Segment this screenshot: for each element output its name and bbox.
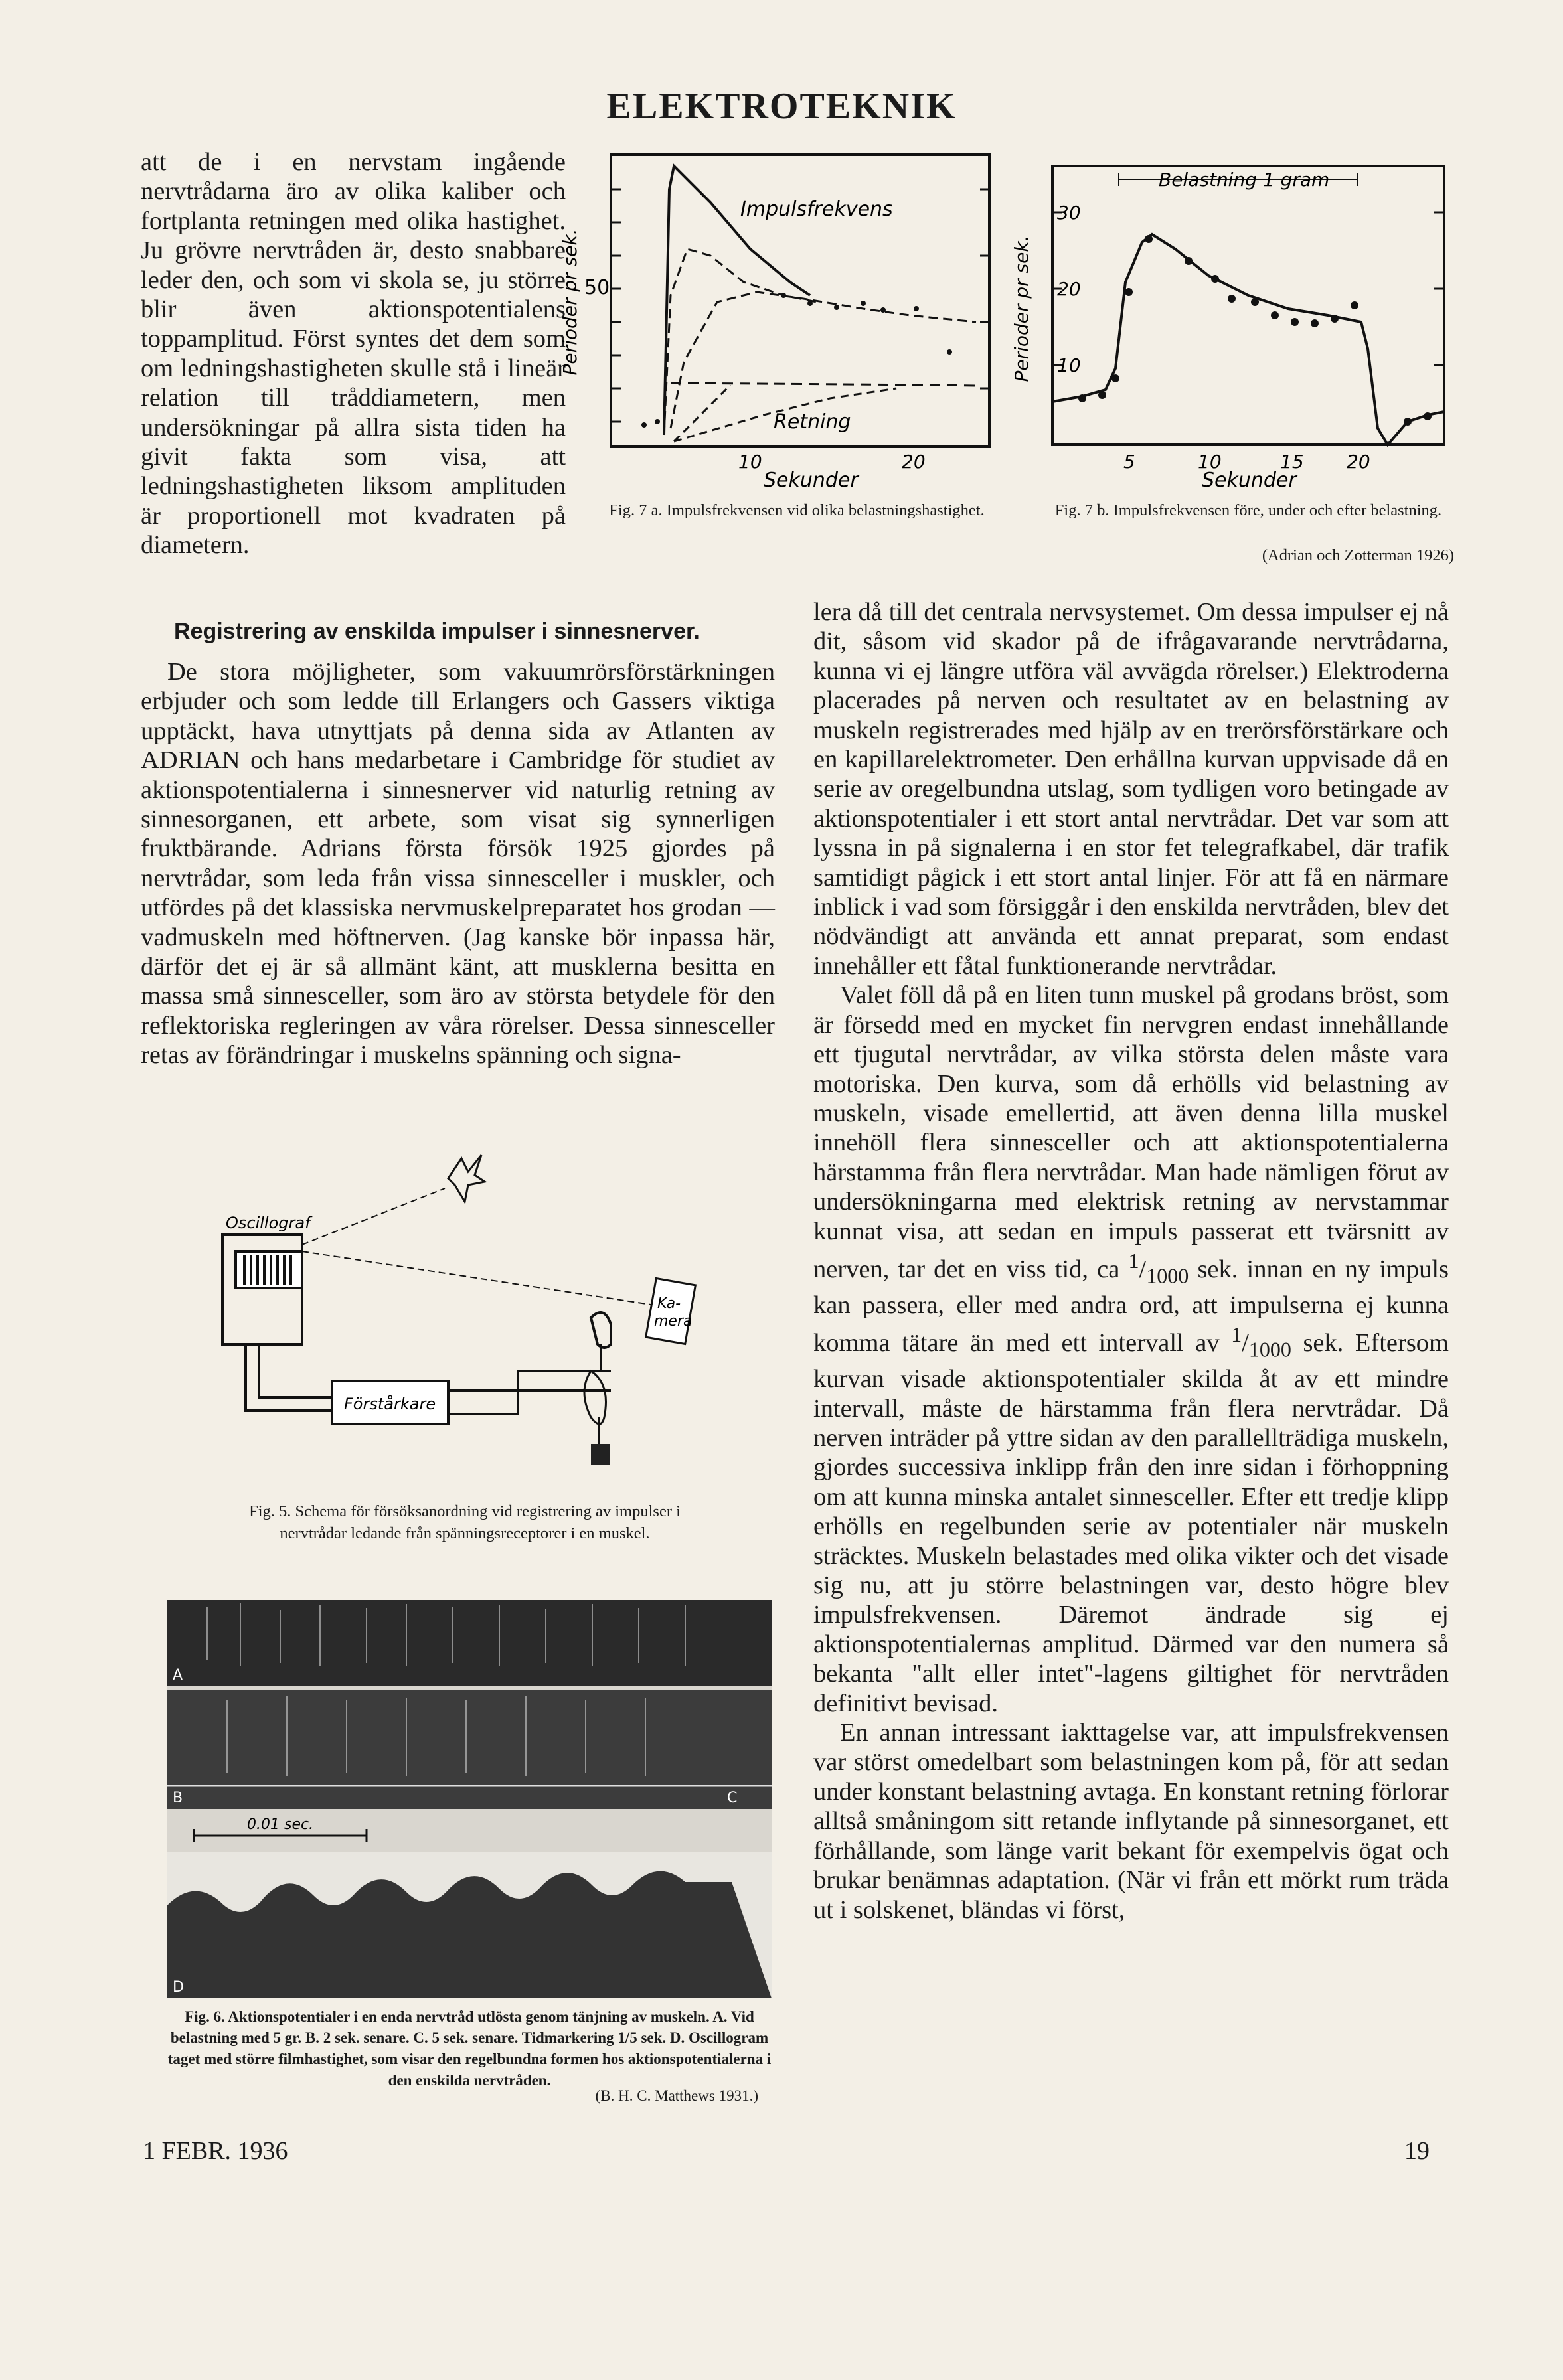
fig5-weight-icon — [591, 1444, 610, 1465]
fig7b-credit: (Adrian och Zotterman 1926) — [1262, 546, 1454, 564]
figure-5-diagram — [219, 1152, 724, 1504]
fig7b-xtick-20: 20 — [1347, 451, 1370, 473]
fig5-label-oscillograf: Oscillograf — [226, 1214, 311, 1232]
figure-6-image — [167, 1600, 772, 2380]
intro-text: att de i en nervstam ingående nervtrådarna äro av olika kaliber och fortplanta retningen med olika hastighet. Ju grövre nervtråden är, desto snabbare leder den, och som vi skola se, ju större blir även aktionspotentialens toppamplitud. Först syntes det dem som om ledningshastigheten skulle stå i lineär relation till tråddiametern, men undersökningar på allra sista tiden ha givit fakta som visa, att ledningshastigheten liksom amplituden är proportionell mot kvadraten på diametern. — [141, 148, 566, 560]
fig7a-xlabel: Sekunder — [764, 469, 859, 492]
fraction-1-num: 1 — [1128, 1248, 1139, 1273]
fig6-trace-a — [167, 1600, 772, 1686]
section-paragraph — [141, 657, 775, 1070]
fig6-credit: (B. H. C. Matthews 1931.) — [595, 2087, 758, 2104]
fig7b-frame — [1052, 166, 1444, 445]
col2-paragraph-3: En annan intressant iakttagelse var, att impulsfrekvensen var störst omedelbart som belastningen kom på, för att sedan under konstant belastning avtaga. En konstant retning förlorar alltså småningom sitt retande inflytande på sinnesorganet, ett förhållande, som länge varit bekant för exempelvis ögat och brukar benämnas adaptation. (När vi från ett mörkt rum träda ut i solskenet, bländas vi först, — [813, 1719, 1449, 1924]
fraction-2-den: 1000 — [1248, 1337, 1291, 1362]
fig6-caption: Fig. 6. Aktionspotentialer i en enda nervtråd utlösta genom tänjning av muskeln. A. Vid belastning med 5 gr. B. 2 sek. senare. C. 5 sek. senare. Tidmarkering 1/5 sek. D. Oscillogram taget med större filmhastighet, som visar den regelbundna formen hos aktionspotentialerna i den enskilda nervtråden. — [167, 2008, 772, 2089]
fig6-scale-label: 0.01 sec. — [247, 1816, 314, 1833]
fig6-label-d: D — [173, 1979, 184, 1996]
page-title: ELEKTROTEKNIK — [606, 86, 957, 127]
page-number: 19 — [1404, 2137, 1430, 2165]
fig7b-xtick-15: 15 — [1280, 451, 1304, 473]
fig7a-ylabel: Perioder pr sek. — [559, 228, 581, 376]
fig7a-label-retning: Retning — [774, 410, 851, 434]
fig5-hook-icon — [591, 1312, 611, 1348]
col2-paragraph-2c: sek. Eftersom kurvan visade aktionspotentialer skilda åt av ett mindre intervall, måste de härstamma från flera nervtrådar. Då nerven inträder på yttre sidan av den parallellträdiga muskeln, gjordes successiva inklipp från den inre sidan i förhoppning om att kunna minska antalet sinnesceller. Efter ett tredje klipp erhölls en regelbunden serie av potentialer när muskeln sträcktes. Muskeln belastades med olika vikter och det visade sig nu, att ju större belastningen var, desto högre blev impulsfrekvensen. Däremot ändrade sig ej aktionspotentialernas amplitud. Därmed var den numera så bekanta "allt eller intet"-lagens giltighet för nervtråden definitivt bevisad. — [813, 1329, 1449, 1717]
fig5-light-source-icon — [448, 1155, 485, 1202]
fig7a-xtick-20: 20 — [902, 451, 926, 473]
fig5-label-forstarkare: Förstårkare — [344, 1395, 436, 1413]
column-2-text — [813, 597, 1449, 1925]
fraction-1-den: 1000 — [1146, 1263, 1189, 1288]
col2-paragraph-2b: sek. innan en ny impuls kan passera, eller med andra ord, att impulserna ej kunna komma tätare än med ett intervall av — [813, 1255, 1449, 1358]
fig5-muscle-icon — [584, 1371, 606, 1424]
figure-7b-chart — [1009, 149, 1454, 511]
fig6-trace-b — [167, 1690, 772, 1809]
fig6-label-b: B — [173, 1790, 183, 1806]
fig7b-caption: Fig. 7 b. Impulsfrekvensen före, under och efter belastning. — [1054, 501, 1442, 519]
intro-paragraph — [141, 147, 566, 560]
fig7b-ytick-10: 10 — [1057, 355, 1081, 376]
fig6-label-c: C — [727, 1790, 738, 1806]
fig7b-xtick-5: 5 — [1123, 451, 1135, 473]
fig7b-xlabel: Sekunder — [1202, 469, 1297, 492]
fig5-label-kamera-1: Ka- — [657, 1295, 681, 1312]
fig6-label-a: A — [173, 1667, 183, 1684]
fig7a-xtick-10: 10 — [738, 451, 762, 473]
fig5-caption: Fig. 5. Schema för försöksanordning vid registrering av impulser i nervtrådar ledande från spänningsreceptorer i en muskel. — [249, 1502, 681, 1542]
section-text: De stora möjligheter, som vakuumrörsförstärkningen erbjuder och som ledde till Erlangers och Gassers viktiga upptäckt, hava utnyttjats på denna sida av Atlanten av ADRIAN och hans medarbetare i Cambridge för studiet av aktionspotentialerna i sinnesnerver vid naturlig retning av sinnesorganen, ett arbete, som visat sig synnerligen fruktbärande. Adrians första försök 1925 gjordes på nervtrådar, som leda från vissa sinnesceller i muskler, och utfördes på det klassiska nervmuskelpreparatet hos grodan — vadmuskeln med höftnerven. (Jag kanske bör inpassa här, därför det ej är så allmänt känt, att musklerna besitta en massa små sinnesceller, som äro av största betydele för den reflektoriska regleringen av våra rörelser. Dessa sinnesceller retas av förändringar i muskelns spänning och signa- — [141, 658, 775, 1070]
fig7a-caption: Fig. 7 a. Impulsfrekvensen vid olika belastningshastighet. — [609, 501, 985, 519]
figure-6-oscillogram — [167, 1600, 772, 1998]
fig7a-ytick: 50 — [584, 276, 610, 299]
fig7b-ytick-30: 30 — [1057, 202, 1081, 224]
fig7b-xtick-10: 10 — [1198, 451, 1222, 473]
fig7b-curve — [1052, 234, 1444, 445]
figure-7a-chart — [559, 149, 996, 511]
col2-paragraph-2: Valet föll då på en liten tunn muskel på grodans bröst, som är försedd med en mycket fin nervgren endast innehållande ett tjugutal nervtrådar, av vilka största delen måste vara motoriska. Den kurva, som då erhölls vid belastning av muskeln, visade emellertid, att även denna lilla muskel innehöll flera sinnesceller och att aktionspotentialerna härstamma från flera nervtrådar. Man hade nämligen förut av undersökningarna med elektrisk retning av nervstammar kunnat visa, att sedan en impuls passerat ett tvärsnitt av nerven, tar det en viss tid, ca $^1/_{1000}$ sek. innan en ny impuls kan passera, eller med andra ord, att impulserna ej kunna komma tätare än med ett intervall av $^1/_{1000}$ sek. Eftersom kurvan visade aktionspotentialer skilda åt av ett mindre intervall, måste de härstamma från flera nervtrådar. Då nerven inträder på yttre sidan av den parallellträdiga muskeln, gjordes successiva inklipp från den inre sidan i förhoppning om att kunna minska antalet sinnesceller. Efter ett tredje klipp erhölls en regelbunden serie av potentialer när muskeln sträcktes. Muskeln belastades med olika vikter och det visade sig nu, att ju större belastningen var, desto högre blev impulsfrekvensen. Däremot ändrade sig ej aktionspotentialernas amplitud. Därmed var den numera så bekanta "allt eller intet"-lagens giltighet för nervtråden definitivt bevisad. — [813, 981, 1449, 1717]
fig7a-curve-slow — [671, 292, 976, 428]
fig7b-ylabel: Perioder pr sek. — [1011, 235, 1032, 382]
fig5-label-kamera-2: mera — [654, 1313, 693, 1330]
fig7a-label-impuls: Impulsfrekvens — [740, 198, 893, 221]
col2-paragraph-1: lera då till det centrala nervsystemet. Om dessa impulser ej nå dit, såsom vid skador på de ifrågavarande nervtrådarna, kunna vi ej längre utföra väl avvägda rörelser.) Elektroderna placerades på nerven och resultatet av en belastning av muskeln registrerades med hjälp av en trerörsförstärkare och en kapillarelektrometer. Den erhållna kurvan uppvisade då en serie av oregelbundna utslag, som tydligen voro betingade av aktionspotentialer i ett stort antal nervtrådar. Det var som att lyssna in på signalerna i en stor fet telegrafkabel, där trafik samtidigt pågick i ett stort antal linjer. För att få en närmare inblick i vad som försiggår i den enskilda nervtråden, blev det nödvändigt att använda ett annat preparat, som endast innehåller ett fåtal funktionerande nervtrådar. — [813, 598, 1449, 980]
fraction-2-num: 1 — [1231, 1322, 1242, 1347]
col2-paragraph-2a: Valet föll då på en liten tunn muskel på grodans bröst, som är försedd med en mycket fin nervgren endast innehållande ett tjugutal nervtrådar, av vilka största delen måste vara motoriska. Den kurva, som då erhölls vid belastning av muskeln, visade emellertid, att även denna lilla muskel innehöll flera sinnesceller och att aktionspotentialerna härstamma från flera nervtrådar. Man hade nämligen förut av undersökningarna med elektrisk retning av nervstammar kunnat visa, att sedan en impuls passerat ett tvärsnitt av nerven, tar det en viss tid, ca — [813, 981, 1449, 1283]
fig7b-ytick-20: 20 — [1057, 278, 1081, 300]
fig7a-retning-line — [671, 383, 976, 386]
fig7b-label-load: Belastning 1 gram — [1159, 169, 1330, 191]
section-heading: Registrering av enskilda impulser i sinnesnerver. — [174, 619, 700, 644]
footer-date: 1 FEBR. 1936 — [143, 2137, 288, 2165]
